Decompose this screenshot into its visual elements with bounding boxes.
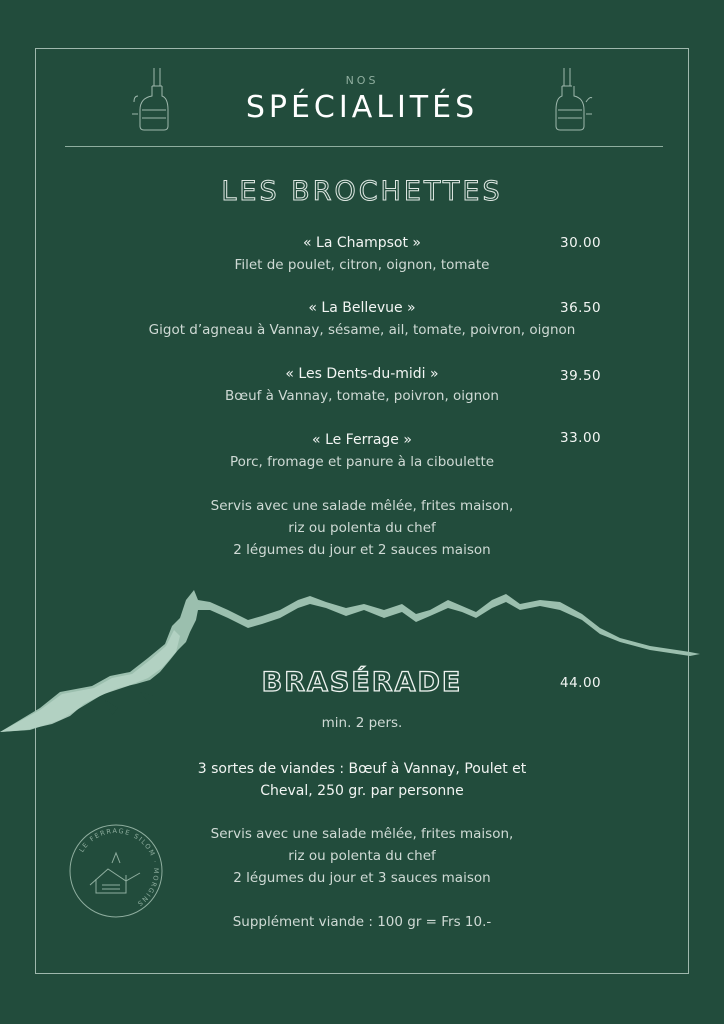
meat-supplement: Supplément viande : 100 gr = Frs 10.- [232, 914, 492, 930]
restaurant-stamp-logo [68, 823, 164, 919]
braserade-minimum: min. 2 pers. [321, 715, 403, 731]
served-with-line: 2 légumes du jour et 3 sauces maison [233, 870, 491, 886]
section-title-brochettes: LES BROCHETTES [221, 176, 503, 207]
item-name-3: « Les Dents-du-midi » [285, 366, 439, 382]
served-with-line: Servis avec une salade mêlée, frites maison, [210, 826, 514, 842]
served-with-line: 2 légumes du jour et 2 sauces maison [233, 542, 491, 558]
item-name-4: « Le Ferrage » [312, 432, 412, 448]
served-with-line: Servis avec une salade mêlée, frites maison, [210, 498, 514, 514]
section-title-braserade: BRASÉRADE [261, 667, 463, 698]
svg-text:LE FERRAGE SILOM · MORGINS [78, 827, 160, 908]
item-description-4: Porc, fromage et panure à la ciboulette [229, 454, 495, 470]
served-with-line: riz ou polenta du chef [288, 520, 436, 536]
stamp-text: LE FERRAGE SILOM · MORGINS [77, 826, 161, 909]
header-overline: NOS [345, 74, 379, 87]
item-price-3: 39.50 [560, 368, 602, 384]
item-price-4: 33.00 [560, 430, 602, 446]
served-with-brochettes [0, 495, 724, 561]
item-description-3: Bœuf à Vannay, tomate, poivron, oignon [225, 388, 499, 404]
served-with-line: riz ou polenta du chef [288, 848, 436, 864]
braserade-meats-line: 3 sortes de viandes : Bœuf à Vannay, Poulet et [197, 761, 527, 777]
item-description-1: Filet de poulet, citron, oignon, tomate [234, 257, 490, 273]
item-price-1: 30.00 [560, 235, 602, 251]
header-divider [65, 146, 663, 147]
braserade-meats-line: Cheval, 250 gr. par personne [260, 783, 464, 799]
braserade-meats [0, 758, 724, 802]
item-description-2: Gigot d’agneau à Vannay, sésame, ail, tomate, poivron, oignon [148, 322, 576, 338]
item-name-2: « La Bellevue » [308, 300, 416, 316]
item-name-1: « La Champsot » [303, 235, 421, 251]
braserade-price: 44.00 [560, 675, 602, 691]
item-price-2: 36.50 [560, 300, 602, 316]
page-title: SPÉCIALITÉS [245, 90, 479, 125]
